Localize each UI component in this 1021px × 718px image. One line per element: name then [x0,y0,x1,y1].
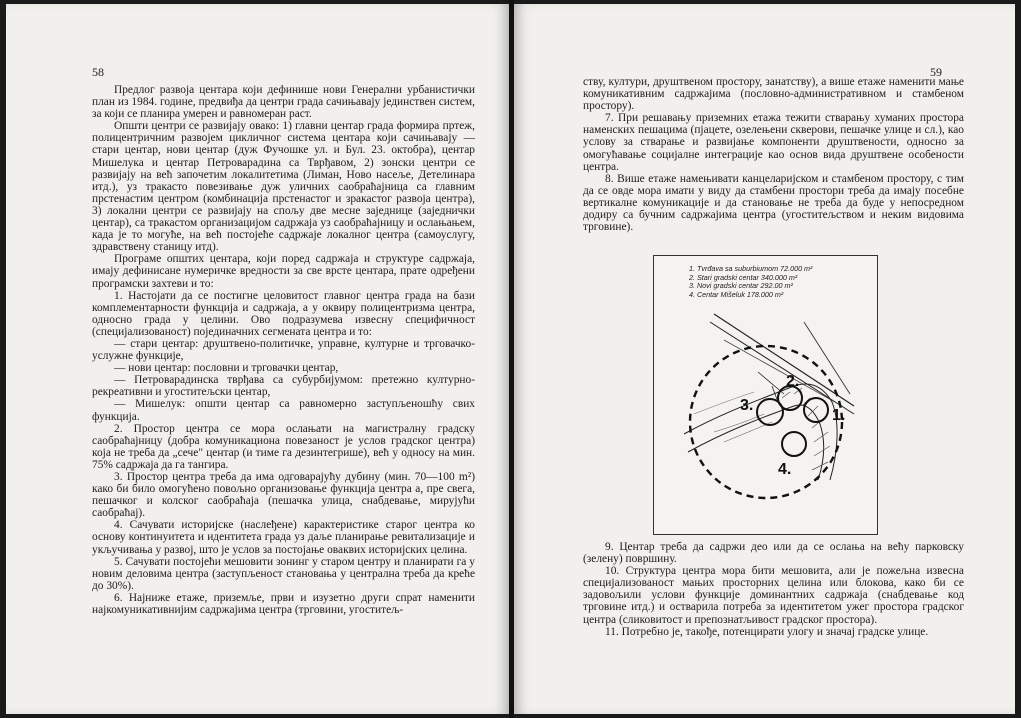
legend-item: 1. Tvrđava sa suburbiumom 72.000 m² [689,264,813,273]
page-number: 59 [930,65,942,79]
right-page-text-bottom [583,541,964,638]
legend-item: 4. Centar Mišeluk 178.000 m² [689,289,784,299]
map-label-3: 3. [740,397,754,414]
paragraph: 10. Структура центра мора бити мешовита, али је пожељна извесна специјализованост мањих просторних целина или блокова, како би се задовољили услови функције доминантних садржаја (снабдевање код трговине итд.) и остварила потреба за идентитетом ужег простора градског центра (сликовитост и препознатљивост градског простора). [583,565,964,626]
right-page-text-top [583,76,964,233]
paragraph: Предлог развоја центара који дефинише нови Генерални урбанистички план из 1984. године, предвиђа да центри града сачињавају јединствен систем, за који се планира умерен и равномеран раст. [92,84,475,121]
paragraph: 2. Простор центра се мора ослањати на магистралну градску саобраћајницу (добра комуникациона повезаност је услов градског центра) која не треба да „сече" центар (и тиме га дезинтегрише), већ у односу на мин. 75% садржаја да га тангира. [92,422,475,471]
paragraph: 7. При решавању приземних етажа тежити стварању хуманих простора наменских пешацима (пјацете, озелењени скверови, пешачке улице и сл.), као услову за стварање и развијање компоненти друштвености, односно за омогућавање социјалне интеграције као основ вида друштвене особености центра. [583,112,964,173]
legend-item: 3. Novi gradski centar 292.00 m² [689,281,793,291]
paragraph: 9. Центар треба да садржи део или да се ослања на већу парковску (зелену) површину. [583,541,964,566]
paragraph: Програме општих центара, који поред садржаја и структуре садржаја, имају дефинисане нумеричке вредности за све врсте центара, прате одређени програмски захтеви и то: [92,253,475,290]
paragraph: 6. Најниже етаже, приземље, први и изузетно други спрат наменити најкомуникативнијим садржајима центра (трговини, угоститељ- [92,591,475,617]
page-number: 58 [92,65,104,79]
paragraph: — Петроварадинска тврђава са субурбијумом: претежно културно-рекреативни и угоститељски центар, [92,374,475,399]
city-map-drawing [654,302,877,532]
paragraph: 11. Потребно је, такође, потенцирати улогу и значај градске улице. [605,625,929,638]
paragraph: 8. Више етаже намењивати канцеларијском и стамбеном простору, с тим да се овде мора имати у виду да стамбени простори треба да имају посебне вертикалне комуникације и да становање не треба да буде у непосредном додиру са бучним садржајима центра (угоститељством и неким видовима трговине). [583,172,964,234]
paragraph: 5. Сачувати постојећи мешовити зонинг у старом центру и планирати га у новим деловима центра (заступљеност становања у централна треба да креће до 30%). [92,555,475,592]
left-page [6,4,509,714]
map-label-2: 2. [786,373,800,390]
map-label-4: 4. [778,461,792,478]
paragraph: — стари центар: друштвено-политичке, управне, културне и трговачко-услужне функције, [92,337,475,363]
legend-item: 2. Stari gradski centar 340.000 m² [689,272,798,282]
paragraph: 4. Сачувати историјске (наслеђене) карактеристике старог центра ко основу континуитета и идентитета града уз даље планирање ревитализације и укључивања у развој, што је услов за постојање оваквих историјских целина. [92,519,475,556]
map-label-1: 1. [832,407,846,424]
figure-legend [689,265,812,299]
city-centers-map-figure [653,255,878,535]
paragraph: ству, култури, друштвеном простору, занатству), а више етаже наменити мање комуникативним садржајима (пословно-административном и стамбеном простору). [583,76,964,113]
paragraph: — Мишелук: општи центар са равномерно заступљеношћу свих функција. [92,398,475,423]
paragraph: — нови центар: пословни и трговачки центар, [114,362,339,375]
paragraph: Општи центри се развијају овако: 1) главни центар града формира пртеж, полицентричним развојем цикличног система центара који сачињавају — стари центар, нови центар (дуж Фучошке ул. и Бул. 23. октобра), центар Мишелука и центар Петроварадина са Тврђавом, 2) зонски центри се развијају на већ започетим локалитетима (Лиман, Ново насеље, Детелинара итд.), уз тракасто повезивање дуж уличних саобраћајница са главним прстенастим центром (комбинација прстенастог и зракастог развоја центра), 3) локални центри се развијају на спољу две месне заједнице (заједнички центар), са тракастом организацијом садржаја уз саобраћајницу и ослањањем, када је то могуће, на већ постојеће садржаје локалног центра (самоуслугу, здравствену станицу итд). [92,120,475,254]
paragraph: 1. Настојати да се постигне целовитост главног центра града на бази комплементарности функција и садржаја, а у оквиру полицентризма центра, односно града у целини. Ово подразумева извесну специфичност (специјализованост) појединачних сегмената центра и то: [92,289,475,338]
left-page-text [92,84,475,616]
paragraph: 3. Простор центра треба да има одговарајућу дубину (мин. 70—100 m²) како би било омогућено повољно организовање функција центра а, пре свега, пешачког и колског саобраћаја (пешачка улица, снабдевање, мирујући саобраћај). [92,471,475,520]
right-page [514,4,1015,714]
